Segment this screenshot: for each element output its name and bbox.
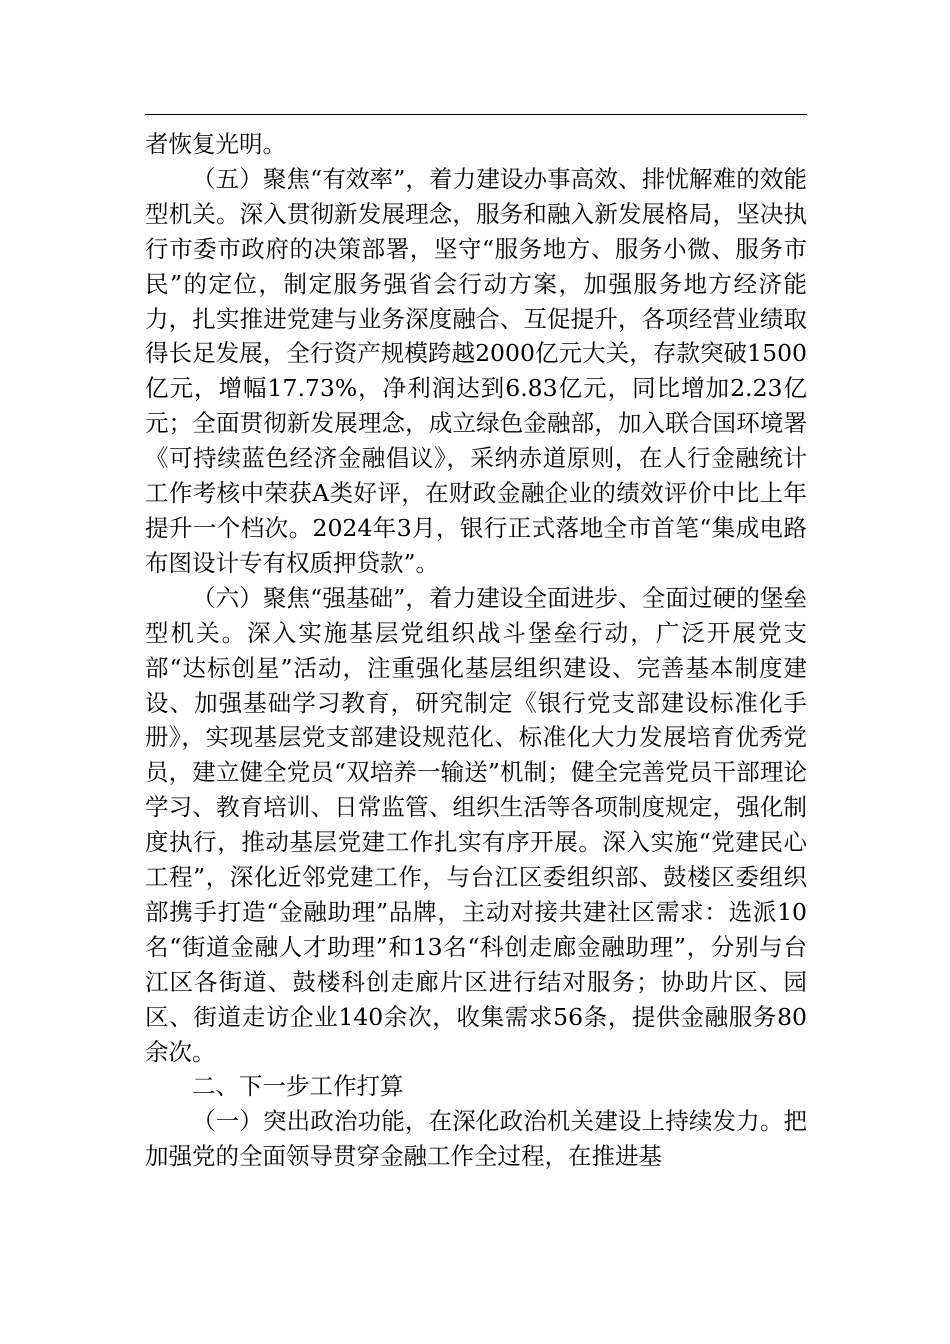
document-body (145, 127, 807, 1174)
header-rule (145, 114, 807, 115)
paragraph-continuation: 者恢复光明。 (145, 130, 286, 158)
paragraph-section-5: （五）聚焦“有效率”，着力建设办事高效、排忧解难的效能型机关。深入贯彻新发展理念，服务和融入新发展格局，坚决执行市委市政府的决策部署，坚守“服务地方、服务小微、服务市民”的定位，制定服务强省会行动方案，加强服务地方经济能力，扎实推进党建与业务深度融合、互促提升，各项经营业绩取得长足发展，全行资产规模跨越2000亿元大关，存款突破1500亿元，增幅17.73%，净利润达到6.83亿元，同比增加2.23亿元；全面贯彻新发展理念，成立绿色金融部，加入联合国环境署《可持续蓝色经济金融倡议》，采纳赤道原则，在人行金融统计工作考核中荣获A类好评，在财政金融企业的绩效评价中比上年提升一个档次。2024年3月，银行正式落地全市首笔“集成电路布图设计专有权质押贷款”。 (145, 164, 807, 577)
paragraph-section-6: （六）聚焦“强基础”，着力建设全面进步、全面过硬的堡垒型机关。深入实施基层党组织战斗堡垒行动，广泛开展党支部“达标创星”活动，注重强化基层组织建设、完善基本制度建设、加强基础学习教育，研究制定《银行党支部建设标准化手册》，实现基层党支部建设规范化、标准化大力发展培育优秀党员，建立健全党员“双培养一输送”机制；健全完善党员干部理论学习、教育培训、日常监管、组织生活等各项制度规定，强化制度执行，推动基层党建工作扎实有序开展。深入实施“党建民心工程”，深化近邻党建工作，与台江区委组织部、鼓楼区委组织部携手打造“金融助理”品牌，主动对接共建社区需求：选派10名“街道金融人才助理”和13名“科创走廊金融助理”，分别与台江区各街道、鼓楼科创走廊片区进行结对服务；协助片区、园区、街道走访企业140余次，收集需求56条，提供金融服务80余次。 (145, 583, 807, 1066)
section-heading-next-steps: 二、下一步工作打算 (192, 1072, 404, 1101)
paragraph-plan-1: （一）突出政治功能，在深化政治机关建设上持续发力。把加强党的全面领导贯穿金融工作全过程，在推进基 (145, 1107, 807, 1171)
